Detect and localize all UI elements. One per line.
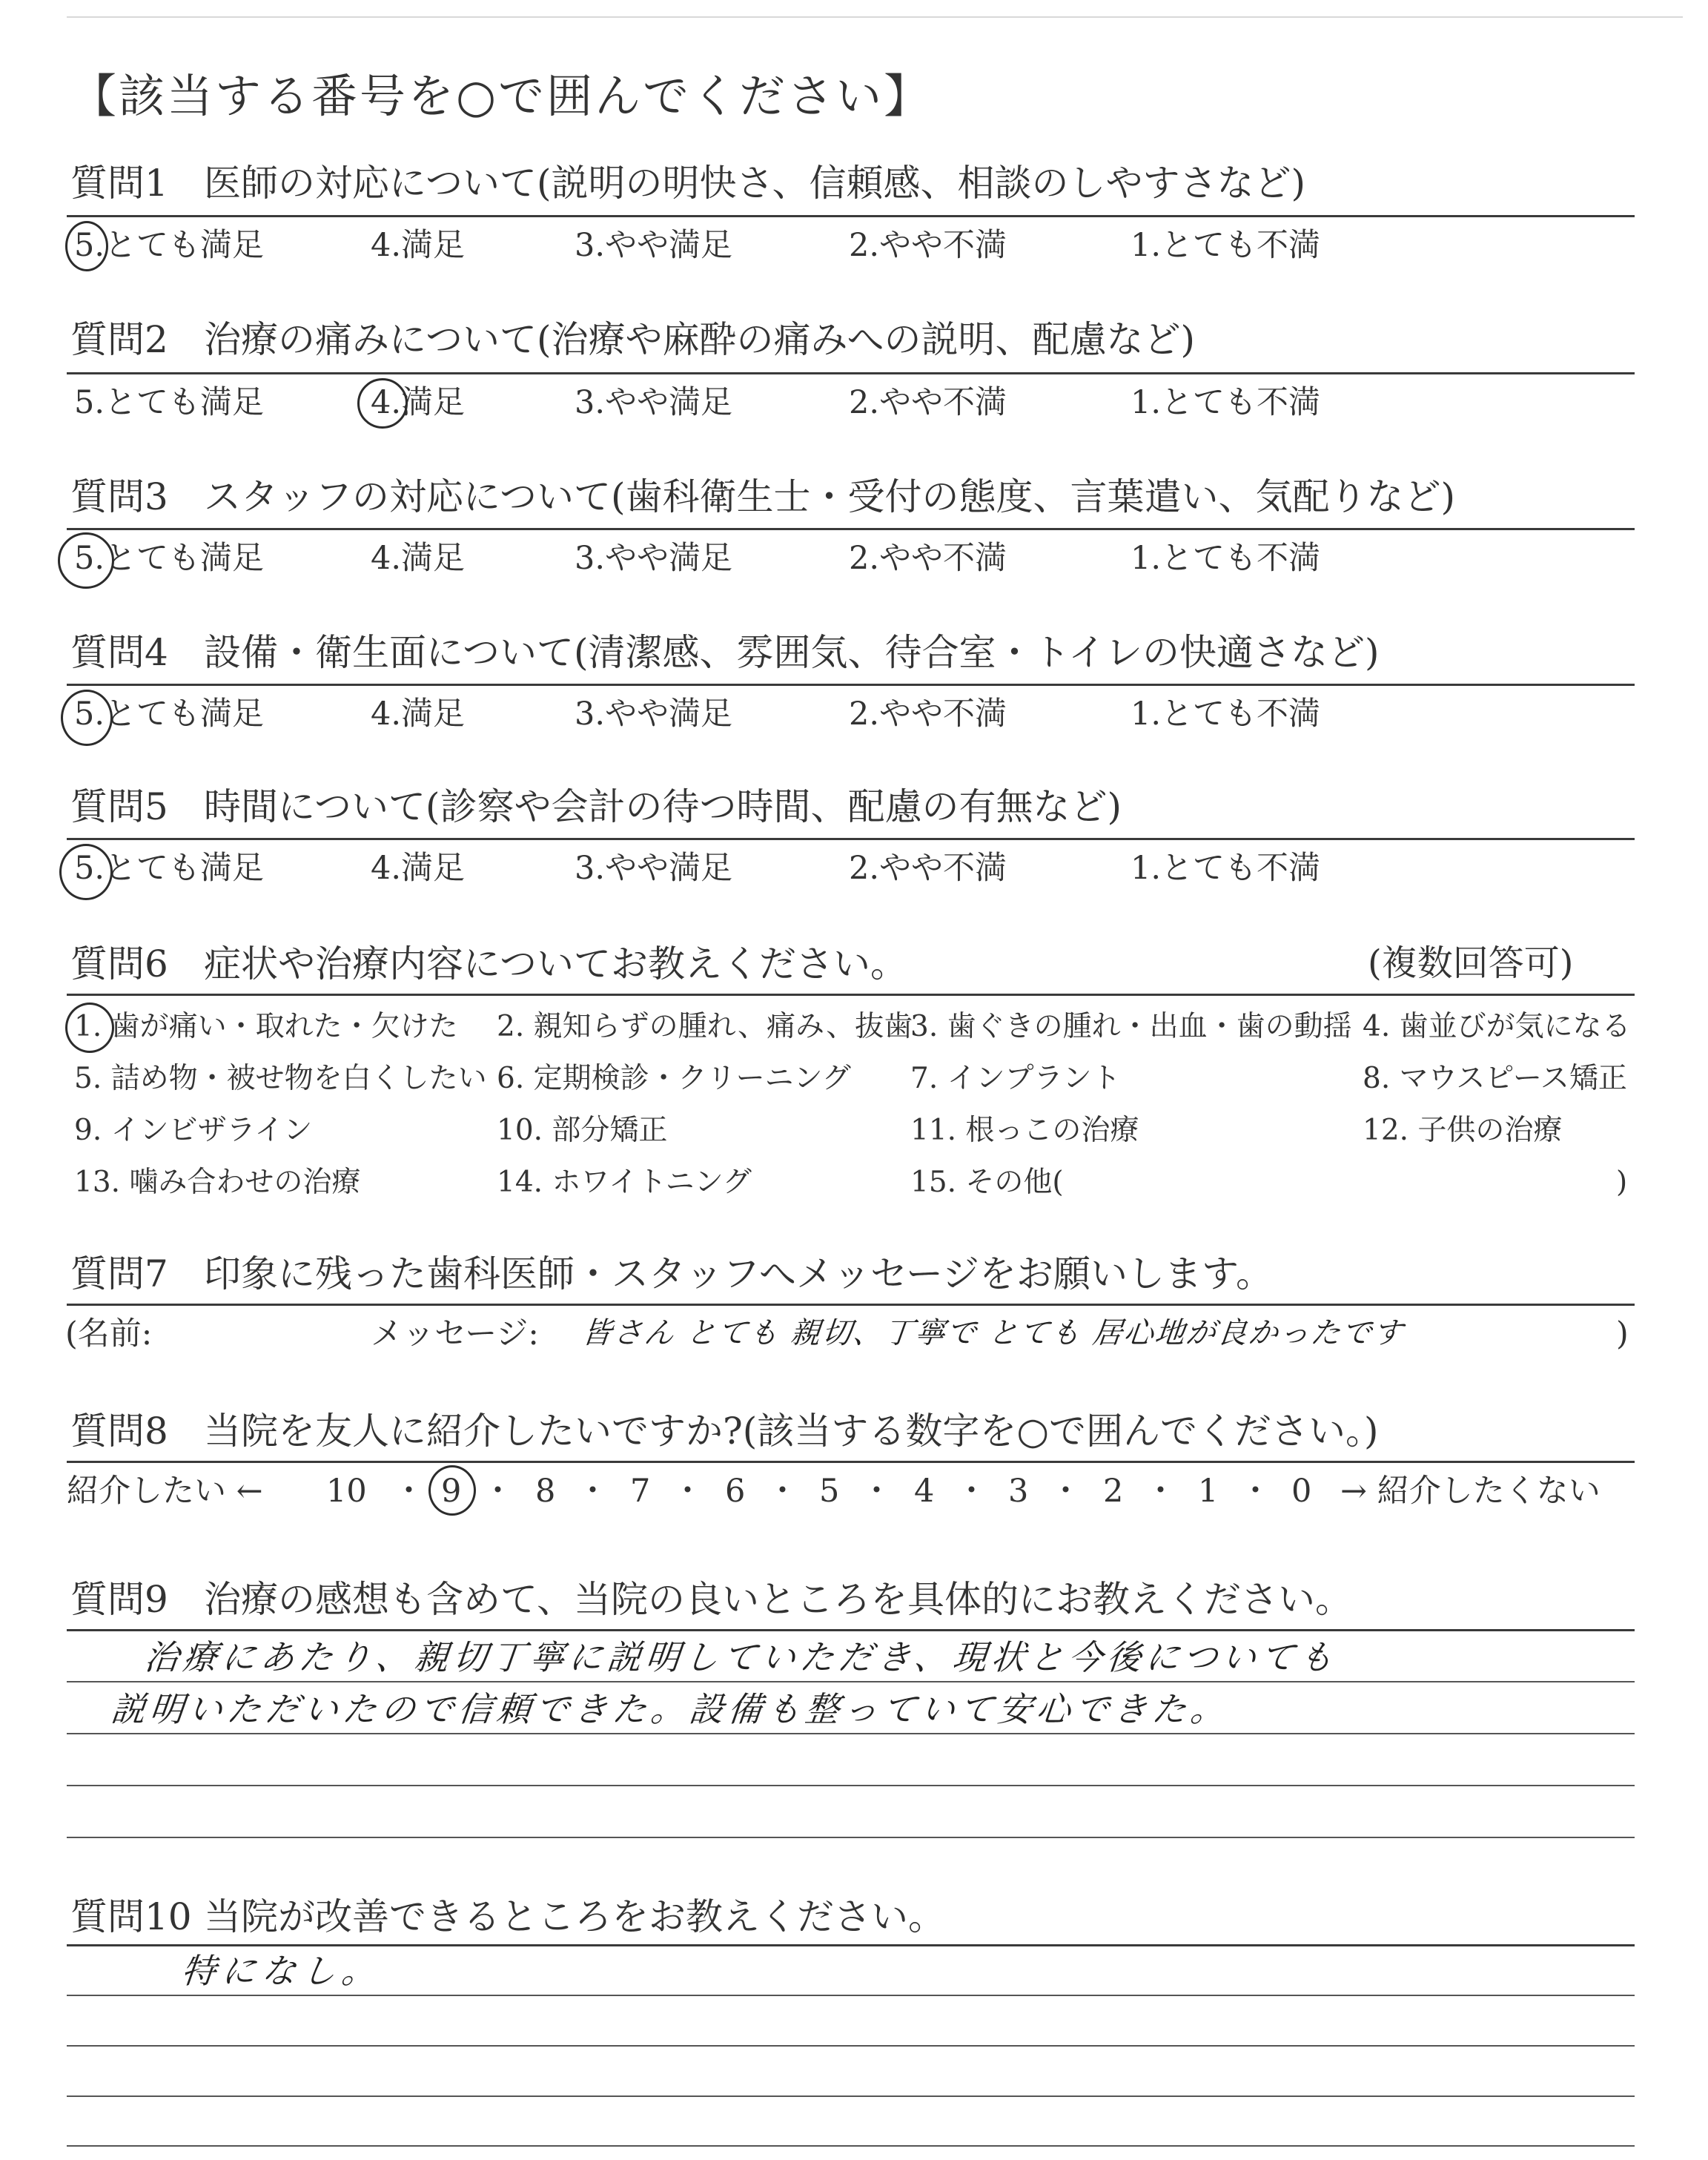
question-2-option-5[interactable]: 5.とても満足 — [74, 384, 265, 421]
question-8-score-7[interactable]: 7 — [630, 1473, 651, 1510]
question-1-option-1[interactable]: 1.とても不満 — [1131, 227, 1321, 264]
question-1-text: 医師の対応について(説明の明快さ、信頼感、相談のしやすさなど) — [204, 162, 1306, 205]
question-8-title — [70, 1410, 1379, 1453]
question-8-separator: ・ — [956, 1473, 987, 1510]
question-7-message-handwritten[interactable]: 皆さん とても 親切、丁寧で とても 居心地が良かったです — [580, 1316, 1406, 1350]
question-8-score-1[interactable]: 1 — [1198, 1473, 1219, 1510]
question-6-option-14[interactable]: 14. ホワイトニング — [497, 1166, 752, 1199]
question-6-option-13[interactable]: 13. 噛み合わせの治療 — [74, 1166, 361, 1199]
question-8-number: 質問8 — [70, 1410, 168, 1453]
question-7-title — [70, 1252, 1273, 1295]
question-9-answer-line — [67, 1733, 1635, 1734]
question-2-text: 治療の痛みについて(治療や麻酔の痛みへの説明、配慮など) — [204, 318, 1196, 361]
question-2-title — [70, 318, 1196, 361]
question-6-option-8[interactable]: 8. マウスピース矯正 — [1363, 1062, 1627, 1095]
question-6-option-11[interactable]: 11. 根っこの治療 — [910, 1114, 1139, 1147]
question-7-text: 印象に残った歯科医師・スタッフへメッセージをお願いします。 — [204, 1252, 1273, 1295]
question-6-option-2[interactable]: 2. 親知らずの腫れ、痛み、抜歯 — [497, 1010, 913, 1043]
question-4-text: 設備・衛生面について(清潔感、雰囲気、待合室・トイレの快適さなど) — [204, 631, 1380, 674]
question-10-answer-line — [67, 1995, 1635, 1996]
question-1-rule — [67, 215, 1635, 217]
question-1-option-5[interactable]: 5.とても満足 — [74, 227, 265, 264]
question-2-option-3[interactable]: 3.やや満足 — [575, 384, 733, 421]
question-8-separator: ・ — [1239, 1473, 1271, 1510]
question-1-option-2[interactable]: 2.やや不満 — [849, 227, 1007, 264]
question-6-option-6[interactable]: 6. 定期検診・クリーニング — [497, 1062, 851, 1095]
question-4-rule — [67, 684, 1635, 686]
question-8-score-0[interactable]: 0 — [1291, 1473, 1312, 1510]
question-10-text: 当院が改善できるところをお教えください。 — [204, 1895, 945, 1938]
question-8-score-4[interactable]: 4 — [914, 1473, 935, 1510]
question-3-number: 質問3 — [70, 475, 168, 518]
question-6-multi-answer-note: (複数回答可) — [1368, 942, 1574, 984]
question-4-option-3[interactable]: 3.やや満足 — [575, 696, 733, 733]
question-9-answer-line — [67, 1837, 1635, 1838]
question-6-option-3[interactable]: 3. 歯ぐきの腫れ・出血・歯の動揺 — [910, 1010, 1352, 1043]
question-4-number: 質問4 — [70, 631, 168, 674]
question-9-answer-line — [67, 1785, 1635, 1786]
question-8-right-label: → 紹介したくない — [1340, 1473, 1601, 1510]
question-10-answer-line — [67, 2095, 1635, 2097]
question-8-score-3[interactable]: 3 — [1008, 1473, 1029, 1510]
question-1-number: 質問1 — [70, 162, 168, 205]
question-8-score-6[interactable]: 6 — [725, 1473, 746, 1510]
question-6-option-9[interactable]: 9. インビザライン — [74, 1114, 313, 1147]
question-9-number: 質問9 — [70, 1578, 168, 1621]
question-9-answer-line — [67, 1681, 1635, 1682]
question-6-option-5[interactable]: 5. 詰め物・被せ物を白くしたい — [74, 1062, 487, 1095]
question-5-rule — [67, 838, 1635, 840]
question-8-separator: ・ — [861, 1473, 893, 1510]
question-10-answer-line — [67, 2145, 1635, 2147]
question-10-answer-line — [67, 2045, 1635, 2047]
question-8-score-8[interactable]: 8 — [535, 1473, 556, 1510]
question-5-option-5[interactable]: 5.とても満足 — [74, 850, 265, 887]
question-6-text: 症状や治療内容についてお教えください。 — [204, 942, 907, 985]
question-5-title — [70, 785, 1122, 828]
question-6-option-15[interactable]: 15. その他( — [910, 1166, 1064, 1199]
question-8-score-9[interactable]: 9 — [441, 1473, 462, 1510]
question-3-text: スタッフの対応について(歯科衛生士・受付の態度、言葉遣い、気配りなど) — [204, 475, 1456, 518]
question-10-title — [70, 1895, 945, 1938]
question-6-option-12[interactable]: 12. 子供の治療 — [1363, 1114, 1563, 1147]
question-5-number: 質問5 — [70, 785, 168, 828]
question-8-text: 当院を友人に紹介したいですか?(該当する数字を○で囲んでください。) — [204, 1410, 1379, 1453]
question-6-number: 質問6 — [70, 942, 168, 985]
question-2-option-2[interactable]: 2.やや不満 — [849, 384, 1007, 421]
question-3-title — [70, 475, 1456, 518]
question-4-option-4[interactable]: 4.満足 — [371, 696, 466, 733]
question-3-option-3[interactable]: 3.やや満足 — [575, 540, 733, 577]
question-2-option-4[interactable]: 4.満足 — [371, 384, 466, 421]
question-2-option-1[interactable]: 1.とても不満 — [1131, 384, 1321, 421]
question-8-left-label: 紹介したい ← — [67, 1473, 263, 1510]
question-4-title — [70, 631, 1380, 674]
question-4-option-5[interactable]: 5.とても満足 — [74, 696, 265, 733]
question-4-option-1[interactable]: 1.とても不満 — [1131, 696, 1321, 733]
question-8-separator: ・ — [482, 1473, 514, 1510]
question-2-number: 質問2 — [70, 318, 168, 361]
question-8-separator: ・ — [767, 1473, 798, 1510]
question-8-separator: ・ — [672, 1473, 704, 1510]
question-4-option-2[interactable]: 2.やや不満 — [849, 696, 1007, 733]
question-6-title — [70, 942, 907, 985]
question-7-number: 質問7 — [70, 1252, 168, 1295]
question-8-score-10[interactable]: 10 — [326, 1473, 367, 1510]
question-5-option-4[interactable]: 4.満足 — [371, 850, 466, 887]
question-9-text: 治療の感想も含めて、当院の良いところを具体的にお教えください。 — [204, 1578, 1352, 1621]
question-3-option-2[interactable]: 2.やや不満 — [849, 540, 1007, 577]
question-1-option-4[interactable]: 4.満足 — [371, 227, 466, 264]
question-6-rule — [67, 994, 1635, 996]
question-8-score-2[interactable]: 2 — [1103, 1473, 1124, 1510]
question-7-close-paren: ) — [1616, 1315, 1629, 1353]
top-edge-rule — [67, 16, 1683, 18]
question-7-message-label: メッセージ: — [371, 1315, 539, 1353]
question-5-option-1[interactable]: 1.とても不満 — [1131, 850, 1321, 887]
question-8-separator: ・ — [1050, 1473, 1082, 1510]
question-8-separator: ・ — [577, 1473, 609, 1510]
question-3-option-4[interactable]: 4.満足 — [371, 540, 466, 577]
question-6-option-7[interactable]: 7. インプラント — [910, 1062, 1121, 1095]
question-9-answer-line-1[interactable]: 治療にあたり、親切丁寧に説明していただき、現状と今後についても — [142, 1637, 1340, 1677]
question-3-option-1[interactable]: 1.とても不満 — [1131, 540, 1321, 577]
question-10-number: 質問10 — [70, 1895, 192, 1938]
question-9-title — [70, 1578, 1352, 1621]
question-8-separator: ・ — [393, 1473, 425, 1510]
question-8-score-5[interactable]: 5 — [819, 1473, 840, 1510]
header-title: 【該当する番号を○で囲んでください】 — [70, 69, 933, 123]
question-5-option-2[interactable]: 2.やや不満 — [849, 850, 1007, 887]
question-1-option-3[interactable]: 3.やや満足 — [575, 227, 733, 264]
question-6-other-close-paren: ) — [1616, 1166, 1628, 1199]
question-5-text: 時間について(診察や会計の待つ時間、配慮の有無など) — [204, 785, 1122, 828]
question-1-title — [70, 162, 1306, 205]
question-3-rule — [67, 528, 1635, 530]
question-6-option-1[interactable]: 1. 歯が痛い・取れた・欠けた — [74, 1010, 458, 1043]
question-9-rule — [67, 1629, 1635, 1631]
question-8-rule — [67, 1461, 1635, 1463]
question-9-answer-line-2[interactable]: 説明いただいたので信頼できた。設備も整っていて安心できた。 — [109, 1689, 1231, 1729]
question-3-option-5[interactable]: 5.とても満足 — [74, 540, 265, 577]
question-7-rule — [67, 1304, 1635, 1306]
question-8-separator: ・ — [1145, 1473, 1176, 1510]
question-7-name-label: (名前: — [65, 1315, 153, 1353]
question-10-answer[interactable]: 特になし。 — [179, 1951, 384, 1991]
question-2-rule — [67, 372, 1635, 374]
question-5-option-3[interactable]: 3.やや満足 — [575, 850, 733, 887]
question-6-option-10[interactable]: 10. 部分矯正 — [497, 1114, 668, 1147]
question-6-option-4[interactable]: 4. 歯並びが気になる — [1363, 1010, 1631, 1043]
question-10-rule — [67, 1944, 1635, 1946]
